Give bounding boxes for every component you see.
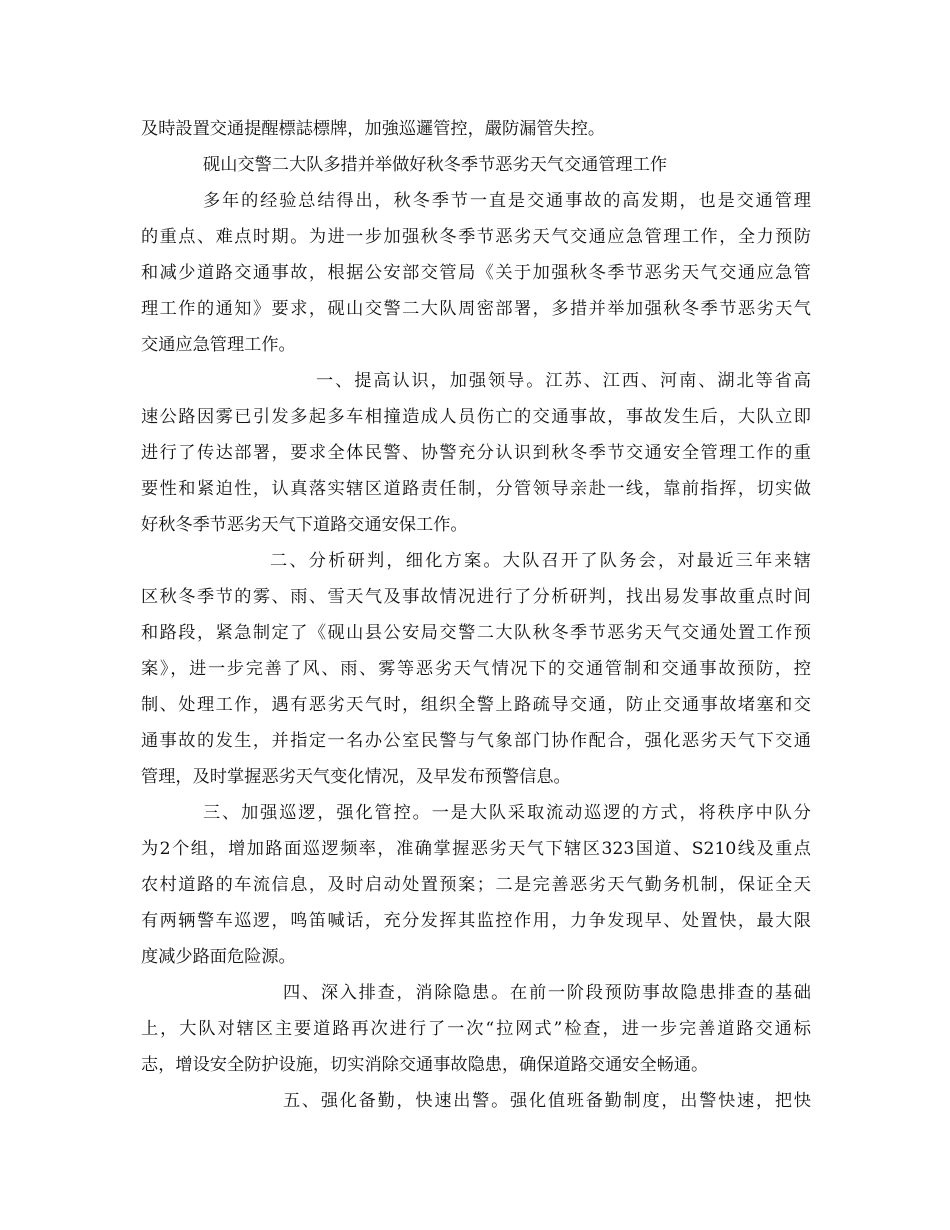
text-line: 为2个组，增加路面巡逻频率，准确掌握恶劣天气下辖区323国道、S210线及重点 [141, 839, 811, 859]
text-line: 多年的经验总结得出，秋冬季节一直是交通事故的高发期，也是交通管理 [203, 191, 811, 211]
text-line: 志，增设安全防护设施，切实消除交通事故隐患，确保道路交通安全畅通。 [141, 1055, 709, 1075]
text-line: 一、提高认识，加强领导。江苏、江西、河南、湖北等省高 [316, 371, 811, 391]
text-line: 交通应急管理工作。 [141, 335, 296, 355]
text-line: 二、分析研判，细化方案。大队召开了队务会，对最近三年来辖 [270, 551, 811, 571]
text-line: 速公路因雾已引发多起多车相撞造成人员伤亡的交通事故，事故发生后，大队立即 [141, 407, 811, 427]
text-line: 和减少道路交通事故，根据公安部交管局《关于加强秋冬季节恶劣天气交通应急管 [141, 263, 811, 283]
text-line: 进行了传达部署，要求全体民警、协警充分认识到秋冬季节交通安全管理工作的重 [141, 443, 811, 463]
text-line: 上，大队对辖区主要道路再次进行了一次“拉网式”检查，进一步完善道路交通标 [141, 1019, 811, 1039]
text-line: 制、处理工作，遇有恶劣天气时，组织全警上路疏导交通，防止交通事故堵塞和交 [141, 695, 811, 715]
text-line: 三、加强巡逻，强化管控。一是大队采取流动巡逻的方式，将秩序中队分 [203, 803, 811, 823]
text-line: 区秋冬季节的雾、雨、雪天气及事故情况进行了分析研判，找出易发事故重点时间 [141, 587, 811, 607]
text-line: 管理，及时掌握恶劣天气变化情况，及早发布预警信息。 [141, 767, 571, 787]
text-line: 度减少路面危险源。 [141, 947, 296, 967]
text-line: 四、深入排查，消除隐患。在前一阶段预防事故隐患排查的基础 [283, 983, 811, 1003]
text-line: 通事故的发生，并指定一名办公室民警与气象部门协作配合，强化恶劣天气下交通 [141, 731, 811, 751]
text-line: 案》，进一步完善了风、雨、雾等恶劣天气情况下的交通管制和交通事故预防，控 [141, 659, 811, 679]
text-line: 及時設置交通提醒標誌標牌，加強巡邏管控，嚴防漏管失控。 [141, 119, 606, 139]
text-line: 和路段，紧急制定了《砚山县公安局交警二大队秋冬季节恶劣天气交通处置工作预 [141, 623, 811, 643]
text-line: 有两辆警车巡逻，鸣笛喊话，充分发挥其监控作用，力争发现早、处置快，最大限 [141, 911, 811, 931]
text-line: 要性和紧迫性，认真落实辖区道路责任制，分管领导亲赴一线，靠前指挥，切实做 [141, 479, 811, 499]
text-line: 理工作的通知》要求，砚山交警二大队周密部署，多措并举加强秋冬季节恶劣天气 [141, 299, 811, 319]
section-title: 砚山交警二大队多措并举做好秋冬季节恶劣天气交通管理工作 [203, 155, 668, 175]
text-line: 好秋冬季节恶劣天气下道路交通安保工作。 [141, 515, 468, 535]
text-line: 的重点、难点时期。为进一步加强秋冬季节恶劣天气交通应急管理工作，全力预防 [141, 227, 811, 247]
text-line: 农村道路的车流信息，及时启动处置预案；二是完善恶劣天气勤务机制，保证全天 [141, 875, 811, 895]
text-line: 五、强化备勤，快速出警。强化值班备勤制度，出警快速，把快 [283, 1091, 811, 1111]
